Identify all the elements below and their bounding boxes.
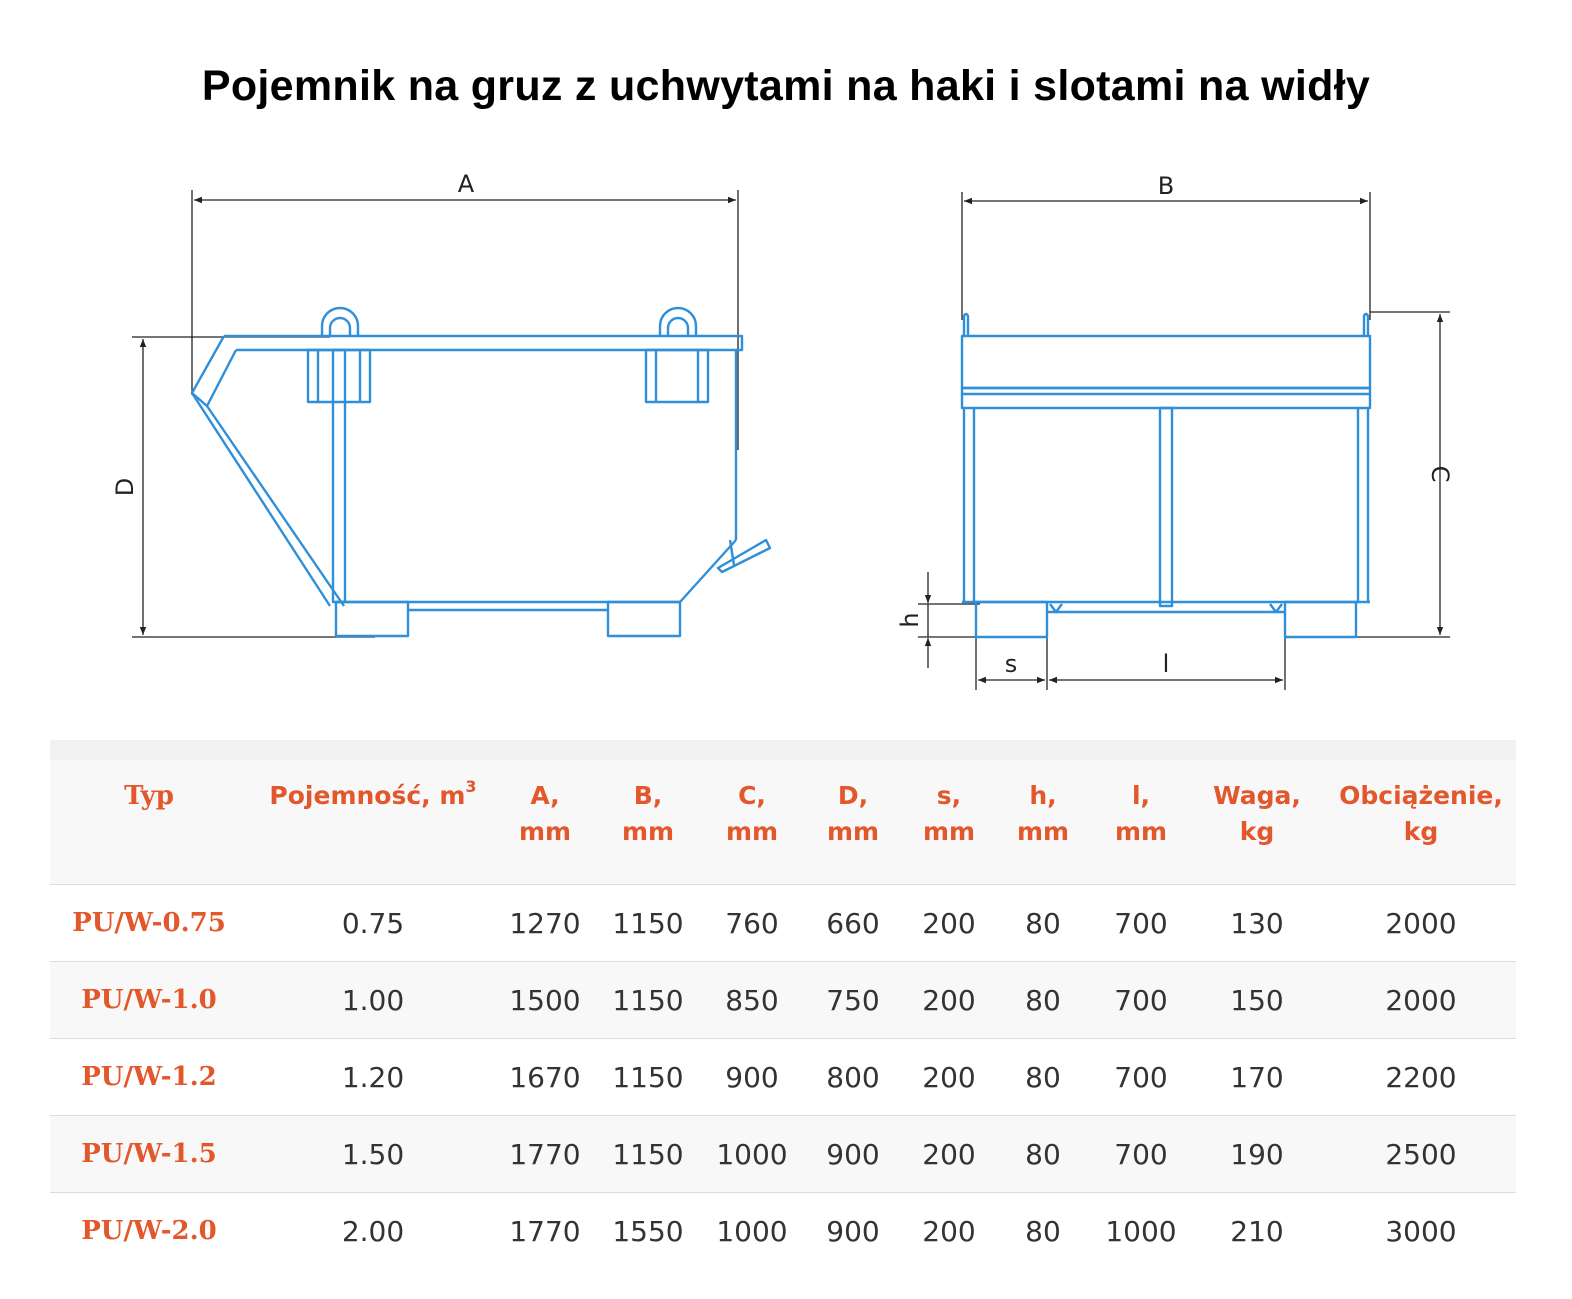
table-row bbox=[50, 885, 1516, 962]
header-a: A, mm bbox=[518, 781, 572, 846]
cell-d: 750 bbox=[826, 983, 880, 1017]
table-top-strip bbox=[50, 740, 1516, 760]
cell-c: 900 bbox=[725, 1060, 779, 1094]
dimension-b bbox=[962, 192, 1370, 320]
cell-waga: 150 bbox=[1230, 983, 1284, 1017]
cell-h: 80 bbox=[1025, 906, 1061, 940]
cell-pojemnosc: 2.00 bbox=[341, 1214, 405, 1248]
table-row bbox=[50, 1116, 1516, 1193]
cell-pojemnosc: 1.00 bbox=[341, 983, 405, 1017]
header-waga: Waga, kg bbox=[1213, 781, 1301, 846]
header-c: C, mm bbox=[725, 781, 779, 846]
dimension-l-label: l bbox=[1162, 650, 1170, 678]
dimension-a-label: A bbox=[457, 170, 475, 198]
dimension-d-label: D bbox=[111, 477, 139, 497]
spec-table bbox=[50, 760, 1516, 1269]
cell-h: 80 bbox=[1025, 1137, 1061, 1171]
cell-c: 850 bbox=[725, 983, 779, 1017]
header-h: h, mm bbox=[1016, 781, 1070, 846]
cell-a: 1670 bbox=[509, 1060, 581, 1094]
cell-d: 660 bbox=[826, 906, 880, 940]
cell-l: 700 bbox=[1114, 1060, 1168, 1094]
cell-b: 1550 bbox=[612, 1214, 684, 1248]
cell-s: 200 bbox=[922, 983, 976, 1017]
dimension-h-label: h bbox=[896, 612, 924, 628]
cell-s: 200 bbox=[922, 1214, 976, 1248]
cell-b: 1150 bbox=[612, 983, 684, 1017]
dimension-h bbox=[918, 572, 980, 668]
header-obciazenie: Obciążenie, kg bbox=[1339, 781, 1503, 846]
cell-d: 800 bbox=[826, 1060, 880, 1094]
cell-waga: 170 bbox=[1230, 1060, 1284, 1094]
cell-pojemnosc: 1.20 bbox=[341, 1060, 405, 1094]
header-l: l, mm bbox=[1114, 781, 1168, 846]
cell-l: 700 bbox=[1114, 906, 1168, 940]
cell-h: 80 bbox=[1025, 1060, 1061, 1094]
cell-l: 1000 bbox=[1105, 1214, 1177, 1248]
dimension-a bbox=[192, 190, 738, 450]
header-typ: Typ bbox=[124, 781, 174, 811]
front-view-container bbox=[962, 314, 1370, 637]
cell-a: 1500 bbox=[509, 983, 581, 1017]
dimension-s-l bbox=[976, 637, 1285, 690]
cell-obciazenie: 2200 bbox=[1385, 1060, 1457, 1094]
cell-typ: PU/W-2.0 bbox=[81, 1216, 217, 1246]
table-row bbox=[50, 962, 1516, 1039]
cell-c: 1000 bbox=[716, 1137, 788, 1171]
spec-table-wrapper bbox=[50, 740, 1516, 1269]
cell-c: 1000 bbox=[716, 1214, 788, 1248]
cell-waga: 210 bbox=[1230, 1214, 1284, 1248]
cell-h: 80 bbox=[1025, 1214, 1061, 1248]
cell-waga: 190 bbox=[1230, 1137, 1284, 1171]
header-b: B, mm bbox=[621, 781, 675, 846]
dimension-c-label: C bbox=[1426, 465, 1454, 483]
dimension-b-label: B bbox=[1157, 172, 1175, 200]
cell-obciazenie: 2000 bbox=[1385, 983, 1457, 1017]
header-s: s, mm bbox=[922, 781, 976, 846]
cell-typ: PU/W-1.5 bbox=[81, 1139, 217, 1169]
table-header-row bbox=[50, 760, 1516, 885]
cell-pojemnosc: 1.50 bbox=[341, 1137, 405, 1171]
cell-b: 1150 bbox=[612, 906, 684, 940]
cell-obciazenie: 2500 bbox=[1385, 1137, 1457, 1171]
cell-a: 1770 bbox=[509, 1137, 581, 1171]
front-view bbox=[896, 172, 1454, 690]
cell-c: 760 bbox=[725, 906, 779, 940]
page-title: Pojemnik na gruz z uchwytami na haki i slotami na widły bbox=[201, 62, 1371, 110]
cell-l: 700 bbox=[1114, 983, 1168, 1017]
table-row bbox=[50, 1193, 1516, 1270]
cell-b: 1150 bbox=[612, 1137, 684, 1171]
cell-b: 1150 bbox=[612, 1060, 684, 1094]
cell-typ: PU/W-1.2 bbox=[81, 1062, 217, 1092]
cell-s: 200 bbox=[922, 1137, 976, 1171]
cell-pojemnosc: 0.75 bbox=[341, 906, 405, 940]
cell-d: 900 bbox=[826, 1137, 880, 1171]
cell-waga: 130 bbox=[1230, 906, 1284, 940]
cell-s: 200 bbox=[922, 1060, 976, 1094]
side-view bbox=[111, 170, 770, 637]
dimension-s-label: s bbox=[1004, 650, 1018, 678]
table-row bbox=[50, 1039, 1516, 1116]
cell-obciazenie: 2000 bbox=[1385, 906, 1457, 940]
header-pojemnosc: Pojemność, $m^3$ bbox=[269, 777, 477, 810]
cell-a: 1270 bbox=[509, 906, 581, 940]
cell-typ: PU/W-1.0 bbox=[81, 985, 217, 1015]
cell-obciazenie: 3000 bbox=[1385, 1214, 1457, 1248]
cell-l: 700 bbox=[1114, 1137, 1168, 1171]
cell-d: 900 bbox=[826, 1214, 880, 1248]
cell-a: 1770 bbox=[509, 1214, 581, 1248]
cell-typ: PU/W-0.75 bbox=[72, 908, 226, 938]
cell-h: 80 bbox=[1025, 983, 1061, 1017]
cell-s: 200 bbox=[922, 906, 976, 940]
side-view-container bbox=[192, 308, 770, 636]
header-d: D, mm bbox=[826, 781, 880, 846]
